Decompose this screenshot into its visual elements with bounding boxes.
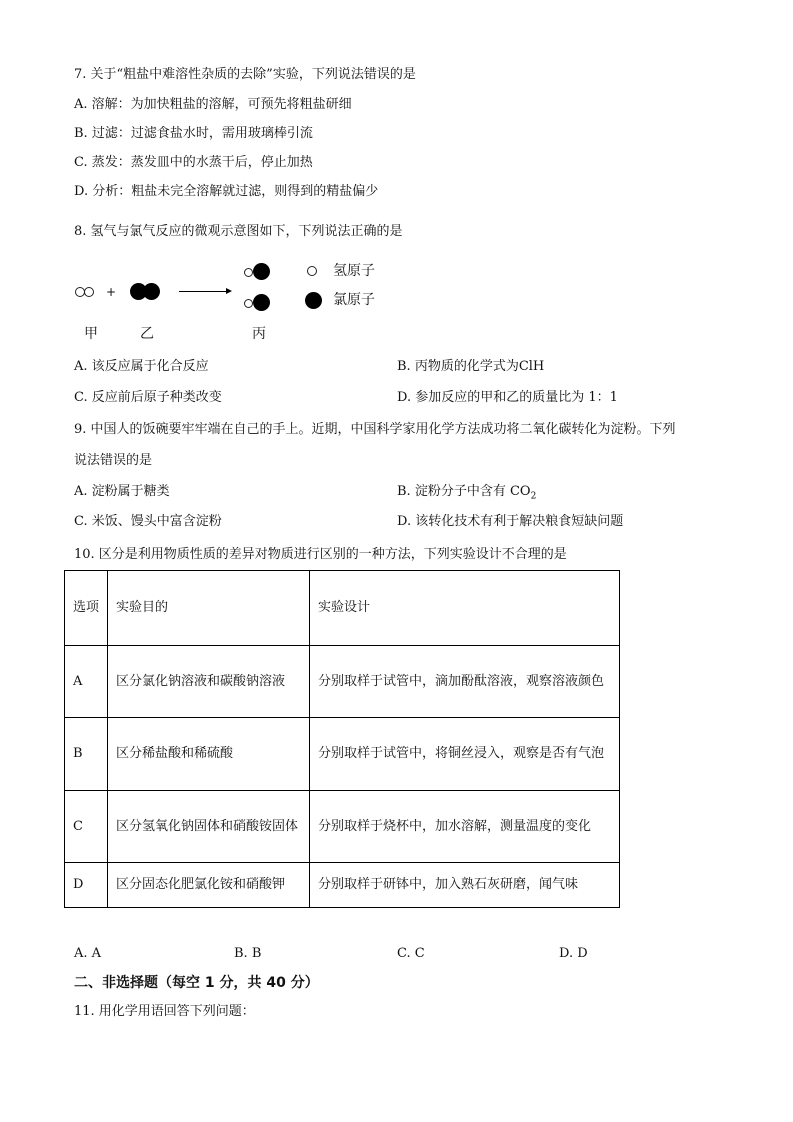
label-jia: 甲 bbox=[84, 326, 98, 342]
q10-stem: 10. 区分是利用物质性质的差异对物质进行区别的一种方法，下列实验设计不合理的是 bbox=[74, 547, 567, 562]
q9-option-c: C. 米饭、馒头中富含淀粉 bbox=[74, 514, 222, 529]
cell-option: A bbox=[65, 646, 108, 718]
q9-option-a: A. 淀粉属于糖类 bbox=[74, 484, 170, 499]
legend-chlorine: 氯原子 bbox=[333, 292, 375, 308]
hydrogen-atom-icon bbox=[84, 287, 94, 297]
table-row bbox=[65, 646, 620, 718]
section-2-heading: 二、非选择题（每空 1 分，共 40 分） bbox=[74, 975, 319, 991]
table-row bbox=[65, 718, 620, 791]
cell-option: D bbox=[65, 863, 108, 908]
header-option: 选项 bbox=[65, 571, 108, 646]
cell-purpose: 区分氯化钠溶液和碳酸钠溶液 bbox=[108, 646, 310, 718]
table-row bbox=[65, 863, 620, 908]
chlorine-atom-icon bbox=[253, 294, 270, 311]
q7-stem: 7. 关于“粗盐中难溶性杂质的去除”实验，下列说法错误的是 bbox=[74, 67, 416, 82]
cell-purpose: 区分氢氧化钠固体和硝酸铵固体 bbox=[108, 791, 310, 863]
label-yi: 乙 bbox=[140, 326, 154, 342]
cell-option: B bbox=[65, 718, 108, 791]
q8-stem: 8. 氢气与氯气反应的微观示意图如下，下列说法正确的是 bbox=[74, 224, 403, 239]
q8-option-d: D. 参加反应的甲和乙的质量比为 1：1 bbox=[397, 390, 618, 405]
cell-purpose: 区分固态化肥氯化铵和硝酸钾 bbox=[108, 863, 310, 908]
q9-stem-line1: 9. 中国人的饭碗要牢牢端在自己的手上。近期，中国科学家用化学方法成功将二氧化碳转化为淀粉。下列 bbox=[74, 422, 676, 437]
q9-option-d: D. 该转化技术有利于解决粮食短缺问题 bbox=[397, 514, 624, 529]
cell-design: 分别取样于试管中，滴加酚酞溶液，观察溶液颜色 bbox=[310, 646, 620, 718]
hydrogen-atom-icon bbox=[244, 299, 253, 308]
q9-option-b-text: B. 淀粉分子中含有 CO bbox=[397, 484, 531, 499]
label-bing: 丙 bbox=[252, 326, 266, 342]
q7-option-a: A. 溶解：为加快粗盐的溶解，可预先将粗盐研细 bbox=[74, 97, 352, 112]
q7-option-d: D. 分析：粗盐未完全溶解就过滤，则得到的精盐偏少 bbox=[74, 184, 379, 199]
subscript: 2 bbox=[530, 491, 537, 502]
cell-design: 分别取样于试管中，将铜丝浸入，观察是否有气泡 bbox=[310, 718, 620, 791]
q8-option-a: A. 该反应属于化合反应 bbox=[74, 359, 209, 374]
hydrogen-atom-icon bbox=[244, 268, 253, 277]
reaction-arrow bbox=[179, 291, 229, 292]
cell-design: 分别取样于研钵中，加入熟石灰研磨，闻气味 bbox=[310, 863, 620, 908]
q7-option-c: C. 蒸发：蒸发皿中的水蒸干后，停止加热 bbox=[74, 155, 313, 170]
hydrogen-legend-icon bbox=[307, 266, 317, 276]
q10-option-a: A. A bbox=[74, 946, 102, 961]
table-row bbox=[65, 791, 620, 863]
q8-option-c: C. 反应前后原子种类改变 bbox=[74, 390, 222, 405]
q10-option-c: C. C bbox=[397, 946, 425, 961]
q10-table bbox=[64, 570, 620, 908]
q9-option-b bbox=[397, 484, 536, 505]
q8-option-b: B. 丙物质的化学式为ClH bbox=[397, 359, 545, 374]
arrow-head-icon bbox=[226, 288, 232, 294]
cell-option: C bbox=[65, 791, 108, 863]
q7-option-b: B. 过滤：过滤食盐水时，需用玻璃棒引流 bbox=[74, 126, 313, 141]
chlorine-atom-icon bbox=[143, 283, 160, 300]
cell-design: 分别取样于烧杯中，加水溶解，测量温度的变化 bbox=[310, 791, 620, 863]
legend-hydrogen: 氢原子 bbox=[333, 263, 375, 279]
header-design: 实验设计 bbox=[310, 571, 620, 646]
q10-option-d: D. D bbox=[559, 946, 588, 961]
q10-option-b: B. B bbox=[234, 946, 262, 961]
chlorine-atom-icon bbox=[253, 263, 270, 280]
q9-stem-line2: 说法错误的是 bbox=[74, 453, 153, 468]
plus-sign: + bbox=[106, 285, 117, 299]
q11-stem: 11. 用化学用语回答下列问题： bbox=[74, 1004, 255, 1019]
header-purpose: 实验目的 bbox=[108, 571, 310, 646]
cell-purpose: 区分稀盐酸和稀硫酸 bbox=[108, 718, 310, 791]
table-header-row bbox=[65, 571, 620, 646]
chlorine-legend-icon bbox=[305, 292, 322, 309]
